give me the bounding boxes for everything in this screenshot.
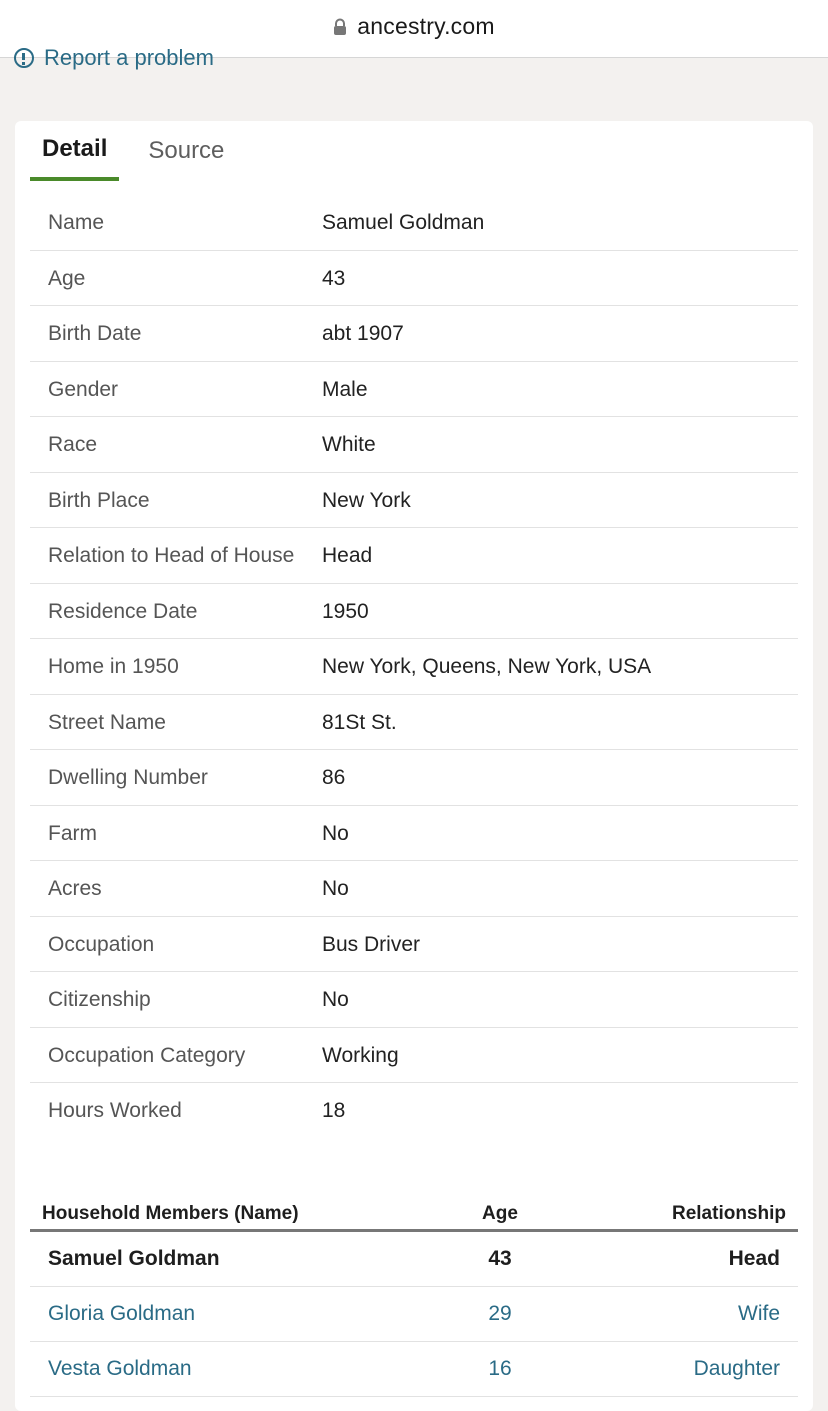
detail-label: Occupation <box>48 932 155 956</box>
detail-value: White <box>322 433 376 456</box>
member-name-link[interactable]: Gloria Goldman <box>48 1302 196 1325</box>
tab-detail[interactable]: Detail <box>30 121 119 181</box>
detail-row <box>30 417 798 473</box>
detail-row <box>30 972 798 1028</box>
tab-source[interactable]: Source <box>148 137 225 164</box>
detail-value: 18 <box>322 1099 346 1122</box>
detail-value: Male <box>322 377 368 401</box>
detail-value: Bus Driver <box>322 932 421 956</box>
detail-row <box>30 306 798 362</box>
detail-row <box>30 251 798 307</box>
detail-value: No <box>322 877 349 900</box>
detail-label: Name <box>48 211 105 234</box>
member-age[interactable]: 29 <box>488 1302 512 1325</box>
detail-value: No <box>322 988 349 1011</box>
household-row[interactable] <box>30 1287 798 1342</box>
detail-value: Working <box>322 1043 399 1067</box>
record-card <box>15 121 813 1411</box>
tab-bar <box>30 121 236 181</box>
detail-row <box>30 1083 798 1139</box>
detail-row <box>30 695 798 751</box>
detail-label: Farm <box>48 821 97 845</box>
detail-label: Home in 1950 <box>48 655 179 678</box>
household-header <box>30 1197 798 1232</box>
detail-row <box>30 195 798 251</box>
member-name: Samuel Goldman <box>48 1247 220 1270</box>
member-relationship: Head <box>728 1247 780 1270</box>
household-relationship-header: Relationship <box>671 1203 786 1224</box>
detail-value: 1950 <box>322 599 369 623</box>
detail-row <box>30 806 798 862</box>
household-table <box>30 1197 798 1397</box>
detail-table <box>30 195 798 1139</box>
detail-label: Hours Worked <box>48 1099 182 1122</box>
detail-value: No <box>322 821 349 845</box>
member-relationship[interactable]: Daughter <box>693 1357 780 1380</box>
detail-label: Birth Place <box>48 488 150 512</box>
detail-label: Occupation Category <box>48 1043 246 1067</box>
household-row-self <box>30 1232 798 1287</box>
detail-row <box>30 473 798 529</box>
detail-value: Samuel Goldman <box>322 211 485 234</box>
detail-label: Citizenship <box>48 988 151 1011</box>
detail-row <box>30 584 798 640</box>
member-age: 43 <box>488 1247 512 1270</box>
detail-value: Head <box>322 544 373 567</box>
member-name-link[interactable]: Vesta Goldman <box>48 1357 192 1380</box>
detail-label: Dwelling Number <box>48 766 208 789</box>
report-problem-label: Report a problem <box>44 45 214 70</box>
detail-row <box>30 917 798 973</box>
detail-label: Relation to Head of House <box>48 544 295 567</box>
detail-value: abt 1907 <box>322 322 404 345</box>
detail-value: New York <box>322 488 411 512</box>
detail-row <box>30 750 798 806</box>
detail-label: Residence Date <box>48 599 198 623</box>
detail-label: Acres <box>48 877 102 900</box>
household-name-header: Household Members (Name) <box>42 1203 299 1224</box>
household-row[interactable] <box>30 1342 798 1397</box>
household-age-header: Age <box>482 1203 518 1224</box>
detail-label: Street Name <box>48 710 166 734</box>
detail-row <box>30 861 798 917</box>
detail-value: 43 <box>322 266 346 290</box>
detail-label: Birth Date <box>48 322 142 345</box>
lock-icon <box>333 18 347 36</box>
report-problem-link[interactable] <box>14 44 214 72</box>
url-display[interactable] <box>333 13 494 40</box>
detail-row <box>30 362 798 418</box>
detail-value: 86 <box>322 766 346 789</box>
detail-value: New York, Queens, New York, USA <box>322 655 652 678</box>
detail-label: Race <box>48 433 98 456</box>
detail-label: Age <box>48 266 86 290</box>
member-age[interactable]: 16 <box>488 1357 512 1380</box>
detail-value: 81St St. <box>322 710 397 734</box>
detail-row <box>30 528 798 584</box>
member-relationship[interactable]: Wife <box>738 1302 780 1325</box>
detail-row <box>30 639 798 695</box>
detail-row <box>30 1028 798 1084</box>
detail-label: Gender <box>48 377 119 401</box>
info-icon <box>14 48 34 68</box>
url-text: ancestry.com <box>357 13 495 39</box>
